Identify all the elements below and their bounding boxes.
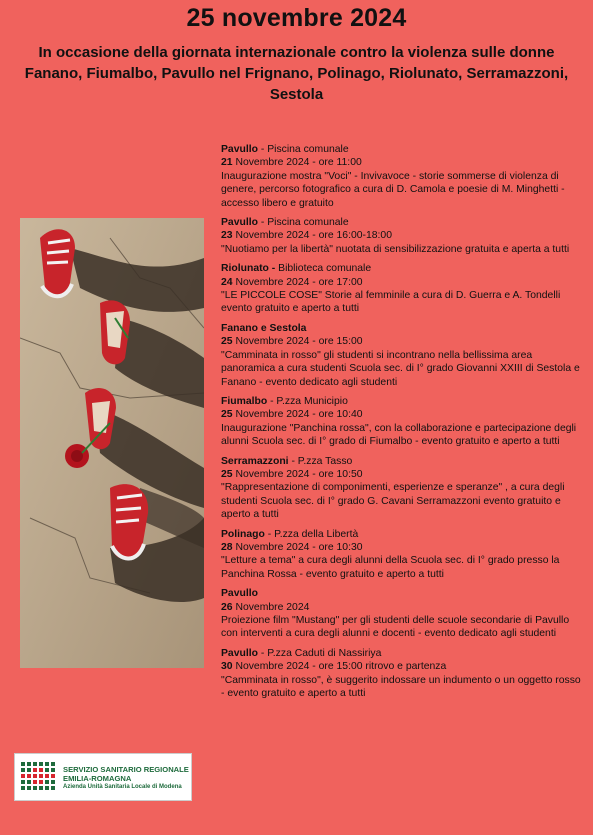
event-place: Riolunato - (221, 263, 276, 275)
event-description: "Letture a tema" a cura degli alunni della Scuola sec. di I° grado presso la Panchina Rossa - evento gratuito e aperto a tutti (221, 555, 560, 580)
event-date-day: 30 (221, 661, 233, 673)
event-description: Proiezione film "Mustang" per gli studenti delle scuole secondarie di Pavullo con interventi a cura degli alunni e docenti - evento dedicato agli studenti (221, 615, 570, 640)
event-item (221, 143, 581, 210)
logo-dots-icon (21, 762, 59, 792)
event-description: "LE PICCOLE COSE" Storie al femminile a cura di D. Guerra e A. Tondelli evento gratuito e aperto a tutti (221, 290, 561, 315)
logo-line-1: SERVIZIO SANITARIO REGIONALE (63, 765, 189, 774)
events-list (221, 143, 581, 706)
event-place: Fiumalbo (221, 395, 268, 407)
event-item (221, 647, 581, 701)
event-item (221, 528, 581, 582)
logo-line-2: EMILIA-ROMAGNA (63, 774, 132, 783)
page-subtitle (0, 42, 593, 105)
health-service-logo (14, 753, 192, 801)
event-date-time: Novembre 2024 - ore 11:00 (232, 157, 362, 169)
event-description: Inaugurazione "Panchina rossa", con la collaborazione e partecipazione degli alunni Scuola sec. di I° grado di Fiumalbo - evento gratuito e aperto a tutti (221, 422, 577, 448)
event-item (221, 322, 581, 389)
event-description: "Rappresentazione di componimenti, esperienze e speranze" , a cura degli studenti Scuola sec. di I° grado G. Cavani Serramazzoni evento gratuito e aperto a tutti (221, 482, 565, 521)
event-location: - P.zza Caduti di Nassiriya (257, 647, 382, 659)
event-date-time: Novembre 2024 - ore 15:00 (232, 336, 363, 348)
event-date-day: 25 (221, 336, 233, 348)
event-date-time: Novembre 2024 - ore 10:50 (232, 468, 363, 480)
red-sneaker-shape (40, 229, 75, 296)
event-place: Fanano e Sestola (221, 322, 307, 334)
event-date-day: 26 (221, 601, 233, 613)
event-date-time: Novembre 2024 - ore 15:00 ritrovo e partenza (232, 661, 447, 673)
event-item (221, 587, 581, 641)
event-description: "Camminata in rosso", è suggerito indossare un indumento o un oggetto rosso - evento gratuito e aperto a tutti (221, 674, 581, 700)
event-location: - P.zza Tasso (288, 455, 353, 467)
event-item (221, 395, 581, 449)
event-date-time: Novembre 2024 - ore 10:30 (232, 541, 363, 553)
event-item (221, 455, 581, 522)
event-location: - P.zza della Libertà (264, 528, 359, 540)
event-place: Pavullo (221, 647, 258, 659)
event-date-time: Novembre 2024 - ore 10:40 (232, 409, 363, 421)
event-location: - Piscina comunale (257, 217, 349, 229)
event-item (221, 262, 581, 316)
event-location: - Piscina comunale (257, 144, 349, 155)
event-date-time: Novembre 2024 - ore 17:00 (232, 276, 363, 288)
event-date-day: 21 (221, 157, 233, 169)
event-date-day: 25 (221, 468, 233, 480)
event-date-day: 28 (221, 541, 233, 553)
event-description: "Camminata in rosso" gli studenti si incontrano nella bellissima area panoramica a cura studenti Scuola sec. di I° grado Giovanni XXIII di Sestola e Fanano - evento dedicato agli studenti (221, 349, 580, 388)
event-place: Pavullo (221, 588, 258, 600)
red-shoes-photo (20, 218, 204, 668)
event-place: Pavullo (221, 144, 258, 155)
event-description: "Nuotiamo per la libertà" nuotata di sensibilizzazione gratuita e aperta a tutti (221, 243, 570, 255)
logo-text (63, 765, 189, 792)
event-date-time: Novembre 2024 (232, 601, 310, 613)
event-date-day: 24 (221, 276, 233, 288)
subtitle-line-3: Sestola (269, 86, 324, 103)
event-date-day: 25 (221, 409, 233, 421)
event-place: Polinago (221, 528, 265, 540)
event-place: Serramazzoni (221, 455, 289, 467)
event-location: - P.zza Municipio (267, 395, 348, 407)
event-place: Pavullo (221, 217, 258, 229)
event-date-day: 23 (221, 230, 233, 242)
event-location: Biblioteca comunale (275, 263, 372, 275)
subtitle-line-2: Fanano, Fiumalbo, Pavullo nel Frignano, Polinago, Riolunato, Serramazzoni, (24, 65, 569, 82)
logo-line-3: Azienda Unità Sanitaria Locale di Modena (63, 784, 182, 790)
event-date-time: Novembre 2024 - ore 16:00-18:00 (232, 230, 392, 242)
event-item (221, 216, 581, 256)
event-description: Inaugurazione mostra "Voci" - Invivavoce - storie sommerse di violenza di genere, percorso fotografico a cura di D. Camola e poesie di M. Minghetti - accesso libero e gratuito (221, 170, 565, 209)
subtitle-line-1: In occasione della giornata internazionale contro la violenza sulle donne (38, 44, 555, 61)
page-title: 25 novembre 2024 (186, 4, 407, 32)
